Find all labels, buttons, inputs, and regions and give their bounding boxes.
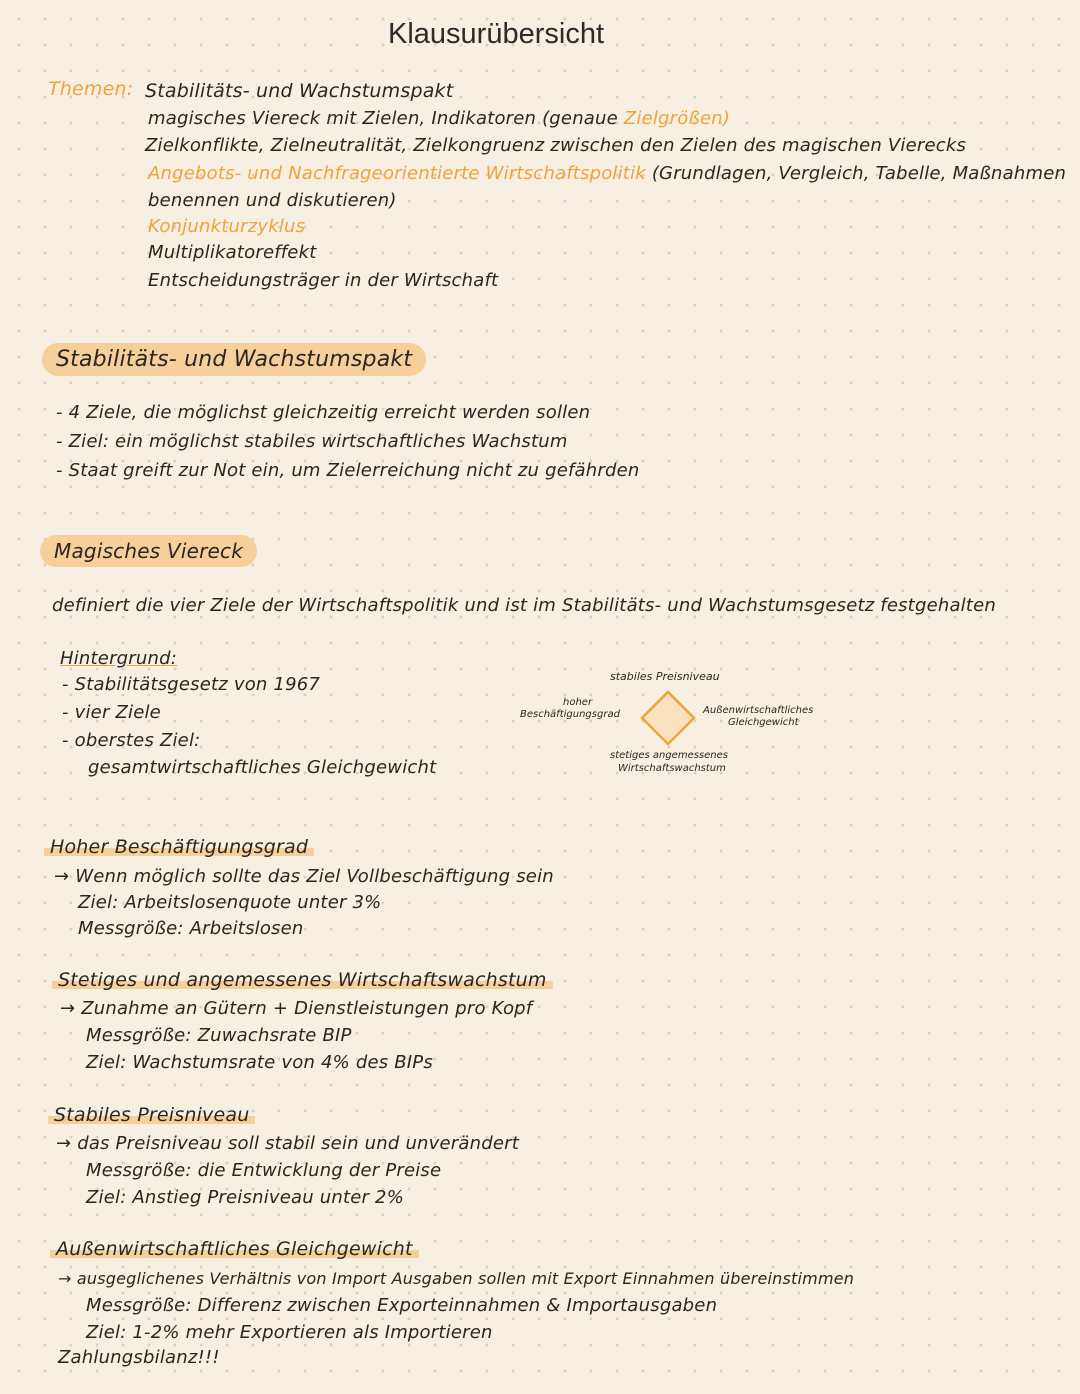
section-heading-viereck: Magisches Viereck <box>40 535 257 567</box>
diagram-label-bottom-2: Wirtschaftswachstum <box>618 763 726 774</box>
diagram-label-left-1: hoher <box>563 697 593 708</box>
beschaeftigung-line-2: Ziel: Arbeitslosenquote unter 3% <box>78 892 382 913</box>
themen-line-2-text: magisches Viereck mit Zielen, Indikatoren (genaue <box>148 108 624 129</box>
diagram-label-top: stabiles Preisniveau <box>610 670 720 683</box>
hintergrund-item-4: gesamtwirtschaftliches Gleichgewicht <box>88 757 437 778</box>
pakt-item-1: - 4 Ziele, die möglichst gleichzeitig erreicht werden sollen <box>56 402 591 423</box>
section-heading-wachstum: Stetiges und angemessenes Wirtschaftswachstum <box>52 969 553 991</box>
diagram-label-bottom-1: stetiges angemessenes <box>610 750 729 761</box>
beschaeftigung-line-3: Messgröße: Arbeitslosen <box>78 918 304 939</box>
section-heading-beschaeftigung: Hoher Beschäftigungsgrad <box>44 836 314 858</box>
pakt-item-3: - Staat greift zur Not ein, um Zielerreichung nicht zu gefährden <box>56 460 640 481</box>
themen-line-6: Konjunkturzyklus <box>148 216 306 237</box>
preis-line-3: Ziel: Anstieg Preisniveau unter 2% <box>86 1187 405 1208</box>
themen-line-4-text: (Grundlagen, Vergleich, Tabelle, Maßnahmen <box>645 163 1067 184</box>
hintergrund-item-3: - oberstes Ziel: <box>62 730 201 751</box>
themen-line-7: Multiplikatoreffekt <box>148 242 317 263</box>
section-heading-preis: Stabiles Preisniveau <box>48 1104 255 1126</box>
pakt-item-2: - Ziel: ein möglichst stabiles wirtschaftliches Wachstum <box>56 431 568 452</box>
aussen-line-2: Messgröße: Differenz zwischen Exporteinnahmen & Importausgaben <box>86 1295 718 1316</box>
diagram-label-right-2: Gleichgewicht <box>728 717 799 728</box>
themen-label: Themen: <box>48 78 134 100</box>
wachstum-line-2: Messgröße: Zuwachsrate BIP <box>86 1025 352 1046</box>
aussen-line-3: Ziel: 1-2% mehr Exportieren als Importieren <box>86 1322 493 1343</box>
diamond-shape <box>640 690 696 746</box>
wachstum-line-3: Ziel: Wachstumsrate von 4% des BIPs <box>86 1052 433 1073</box>
themen-line-5: benennen und diskutieren) <box>148 190 397 211</box>
section-heading-aussen: Außenwirtschaftliches Gleichgewicht <box>50 1238 419 1260</box>
wachstum-line-1: → Zunahme an Gütern + Dienstleistungen pro Kopf <box>60 998 533 1019</box>
section-heading-pakt: Stabilitäts- und Wachstumspakt <box>42 343 426 376</box>
viereck-definition: definiert die vier Ziele der Wirtschaftspolitik und ist im Stabilitäts- und Wachstumsgesetz festgehalten <box>52 595 997 616</box>
hintergrund-item-1: - Stabilitätsgesetz von 1967 <box>62 674 321 695</box>
aussen-line-1: → ausgeglichenes Verhältnis von Import Ausgaben sollen mit Export Einnahmen übereinstimmen <box>58 1269 855 1288</box>
themen-line-2 <box>148 108 730 129</box>
themen-line-4 <box>148 163 1066 184</box>
magic-square-diagram <box>640 690 696 746</box>
themen-line-1: Stabilitäts- und Wachstumspakt <box>145 80 454 102</box>
themen-line-3: Zielkonflikte, Zielneutralität, Zielkongruenz zwischen den Zielen des magischen Vierecks <box>145 135 967 156</box>
preis-line-2: Messgröße: die Entwicklung der Preise <box>86 1160 442 1181</box>
diagram-label-right-1: Außenwirtschaftliches <box>703 705 814 716</box>
hintergrund-label: Hintergrund: <box>60 648 178 669</box>
beschaeftigung-line-1: → Wenn möglich sollte das Ziel Vollbeschäftigung sein <box>54 866 554 887</box>
themen-line-2-highlight: Zielgrößen) <box>623 108 731 129</box>
themen-line-4-highlight: Angebots- und Nachfrageorientierte Wirtschaftspolitik <box>148 163 646 184</box>
hintergrund-item-2: - vier Ziele <box>62 702 161 723</box>
aussen-line-4: Zahlungsbilanz!!! <box>58 1347 220 1368</box>
themen-line-8: Entscheidungsträger in der Wirtschaft <box>148 270 499 291</box>
diagram-label-left-2: Beschäftigungsgrad <box>520 709 620 720</box>
page-title: Klausurübersicht <box>388 18 604 50</box>
preis-line-1: → das Preisniveau soll stabil sein und unverändert <box>56 1133 519 1154</box>
